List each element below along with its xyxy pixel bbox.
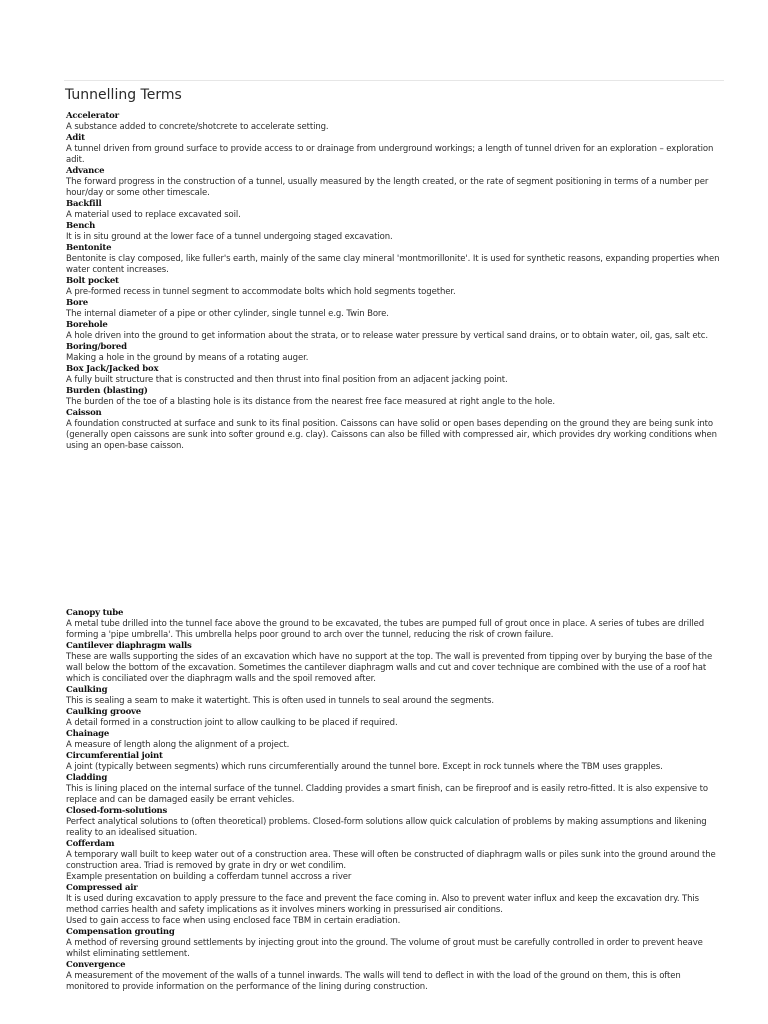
glossary-term: Bentonite xyxy=(66,243,112,253)
glossary-definition: A method of reversing ground settlements by injecting grout into the ground. The volume of grout must be carefully controlled in order to prevent heave whilst eliminating settlement. xyxy=(66,938,703,959)
glossary-term: Bolt pocket xyxy=(66,276,119,286)
glossary-term: Cantilever diaphragm walls xyxy=(66,641,192,651)
glossary-definition: Example presentation on building a cofferdam tunnel accross a river xyxy=(66,872,352,882)
page-title: Tunnelling Terms xyxy=(65,87,182,103)
glossary-entry xyxy=(66,608,722,641)
glossary-entry xyxy=(66,111,722,133)
top-divider xyxy=(64,80,724,81)
glossary-entry xyxy=(66,133,722,166)
glossary-term: Box Jack/Jacked box xyxy=(66,364,159,374)
glossary-definition: Bentonite is clay composed, like fuller's earth, mainly of the same clay mineral 'montmorillonite'. It is used for synthetic reasons, expanding properties when water content increases. xyxy=(66,254,720,275)
glossary-definition: The burden of the toe of a blasting hole is its distance from the nearest free face measured at right angle to the hole. xyxy=(66,397,556,407)
glossary-term: Caulking groove xyxy=(66,707,141,717)
glossary-definition: A detail formed in a construction joint to allow caulking to be placed if required. xyxy=(66,718,398,728)
glossary-entry xyxy=(66,883,722,927)
glossary-definition: A pre-formed recess in tunnel segment to accommodate bolts which hold segments together. xyxy=(66,287,456,297)
glossary-definition: It is in situ ground at the lower face of a tunnel undergoing staged excavation. xyxy=(66,232,393,242)
glossary-definition: A metal tube drilled into the tunnel face above the ground to be excavated, the tubes are pumped full of grout once in place. A series of tubes are drilled forming a 'pipe umbrella'. This umbrella helps poor ground to arch over the tunnel, reducing the risk of crown failure. xyxy=(66,619,705,640)
glossary-definition: This is lining placed on the internal surface of the tunnel. Cladding provides a smart finish, can be fireproof and is easily retro-fitted. It is also expensive to replace and can be damaged easily be errant vehicles. xyxy=(66,784,708,805)
glossary-entry xyxy=(66,320,722,342)
glossary-term: Cofferdam xyxy=(66,839,115,849)
glossary-entry xyxy=(66,386,722,408)
glossary-term: Backfill xyxy=(66,199,102,209)
glossary-definition: Used to gain access to face when using enclosed face TBM in certain eradiation. xyxy=(66,916,401,926)
glossary-term: Convergence xyxy=(66,960,126,970)
glossary-definition: A measure of length along the alignment of a project. xyxy=(66,740,290,750)
glossary-entry xyxy=(66,927,722,960)
glossary-definition: The internal diameter of a pipe or other cylinder, single tunnel e.g. Twin Bore. xyxy=(66,309,389,319)
glossary-term: Accelerator xyxy=(66,111,119,121)
glossary-definition: The forward progress in the construction of a tunnel, usually measured by the length created, or the rate of segment positioning in terms of a number per hour/day or some other timescale. xyxy=(66,177,709,198)
glossary-entry xyxy=(66,298,722,320)
glossary-term: Caisson xyxy=(66,408,102,418)
glossary-entry xyxy=(66,839,722,883)
glossary-entry xyxy=(66,342,722,364)
glossary-section-2 xyxy=(66,608,722,993)
glossary-definition: A temporary wall built to keep water out of a construction area. These will often be constructed of diaphragm walls or piles sunk into the ground around the construction area. Triad is removed by grate in dry or wet condilim. xyxy=(66,850,716,871)
glossary-entry xyxy=(66,199,722,221)
glossary-entry xyxy=(66,685,722,707)
glossary-definition: A fully built structure that is constructed and then thrust into final position from an adjacent jacking point. xyxy=(66,375,508,385)
glossary-definition: A joint (typically between segments) which runs circumferentially around the tunnel bore. Except in rock tunnels where the TBM uses grapples. xyxy=(66,762,663,772)
glossary-term: Advance xyxy=(66,166,105,176)
glossary-entry xyxy=(66,960,722,993)
glossary-entry xyxy=(66,707,722,729)
glossary-entry xyxy=(66,806,722,839)
glossary-definition: A hole driven into the ground to get information about the strata, or to release water pressure by vertical sand drains, or to obtain water, oil, gas, salt etc. xyxy=(66,331,708,341)
glossary-definition: A foundation constructed at surface and sunk to its final position. Caissons can have solid or open bases depending on the ground they are being sunk into (generally open caissons are sunk into softer ground e.g. clay). Caissons can also be filled with compressed air, which provides dry working conditions when using an open-base caisson. xyxy=(66,419,717,451)
glossary-term: Canopy tube xyxy=(66,608,124,618)
glossary-entry xyxy=(66,729,722,751)
glossary-term: Adit xyxy=(66,133,85,143)
glossary-definition: A substance added to concrete/shotcrete to accelerate setting. xyxy=(66,122,329,132)
glossary-definition: A material used to replace excavated soil. xyxy=(66,210,241,220)
glossary-term: Burden (blasting) xyxy=(66,386,148,396)
glossary-term: Boring/bored xyxy=(66,342,127,352)
glossary-entry xyxy=(66,364,722,386)
glossary-entry xyxy=(66,408,722,452)
glossary-entry xyxy=(66,641,722,685)
glossary-term: Bore xyxy=(66,298,88,308)
glossary-definition: These are walls supporting the sides of an excavation which have no support at the top. The wall is prevented from tipping over by burying the base of the wall below the bottom of the excavation. Sometimes the cantilever diaphragm walls and cut and cover technique are combined with the use of a roof hat which is conciliated over the diaphragm walls and the spoil removed after. xyxy=(66,652,713,684)
glossary-term: Compressed air xyxy=(66,883,138,893)
glossary-term: Cladding xyxy=(66,773,108,783)
glossary-term: Bench xyxy=(66,221,96,231)
glossary-section-1 xyxy=(66,111,722,452)
glossary-entry xyxy=(66,276,722,298)
glossary-term: Borehole xyxy=(66,320,108,330)
glossary-term: Circumferential joint xyxy=(66,751,163,761)
glossary-entry xyxy=(66,221,722,243)
glossary-term: Closed-form-solutions xyxy=(66,806,168,816)
glossary-definition: This is sealing a seam to make it watertight. This is often used in tunnels to seal around the segments. xyxy=(66,696,494,706)
glossary-definition: A measurement of the movement of the walls of a tunnel inwards. The walls will tend to deflect in with the load of the ground on them, this is often monitored to provide information on the performance of the lining during construction. xyxy=(66,971,681,992)
glossary-definition: Making a hole in the ground by means of a rotating auger. xyxy=(66,353,309,363)
glossary-term: Chainage xyxy=(66,729,110,739)
glossary-definition: A tunnel driven from ground surface to provide access to or drainage from underground workings; a length of tunnel driven for an exploration – exploration adit. xyxy=(66,144,714,165)
glossary-term: Caulking xyxy=(66,685,108,695)
glossary-entry xyxy=(66,166,722,199)
glossary-entry xyxy=(66,751,722,773)
glossary-definition: It is used during excavation to apply pressure to the face and prevent the face coming in. Also to prevent water influx and keep the excavation dry. This method carries health and safety implications as it involves miners working in pressurised air conditions. xyxy=(66,894,699,915)
glossary-definition: Perfect analytical solutions to (often theoretical) problems. Closed-form solutions allow quick calculation of problems by making assumptions and likening reality to an idealised situation. xyxy=(66,817,707,838)
glossary-entry xyxy=(66,773,722,806)
glossary-entry xyxy=(66,243,722,276)
glossary-term: Compensation grouting xyxy=(66,927,175,937)
